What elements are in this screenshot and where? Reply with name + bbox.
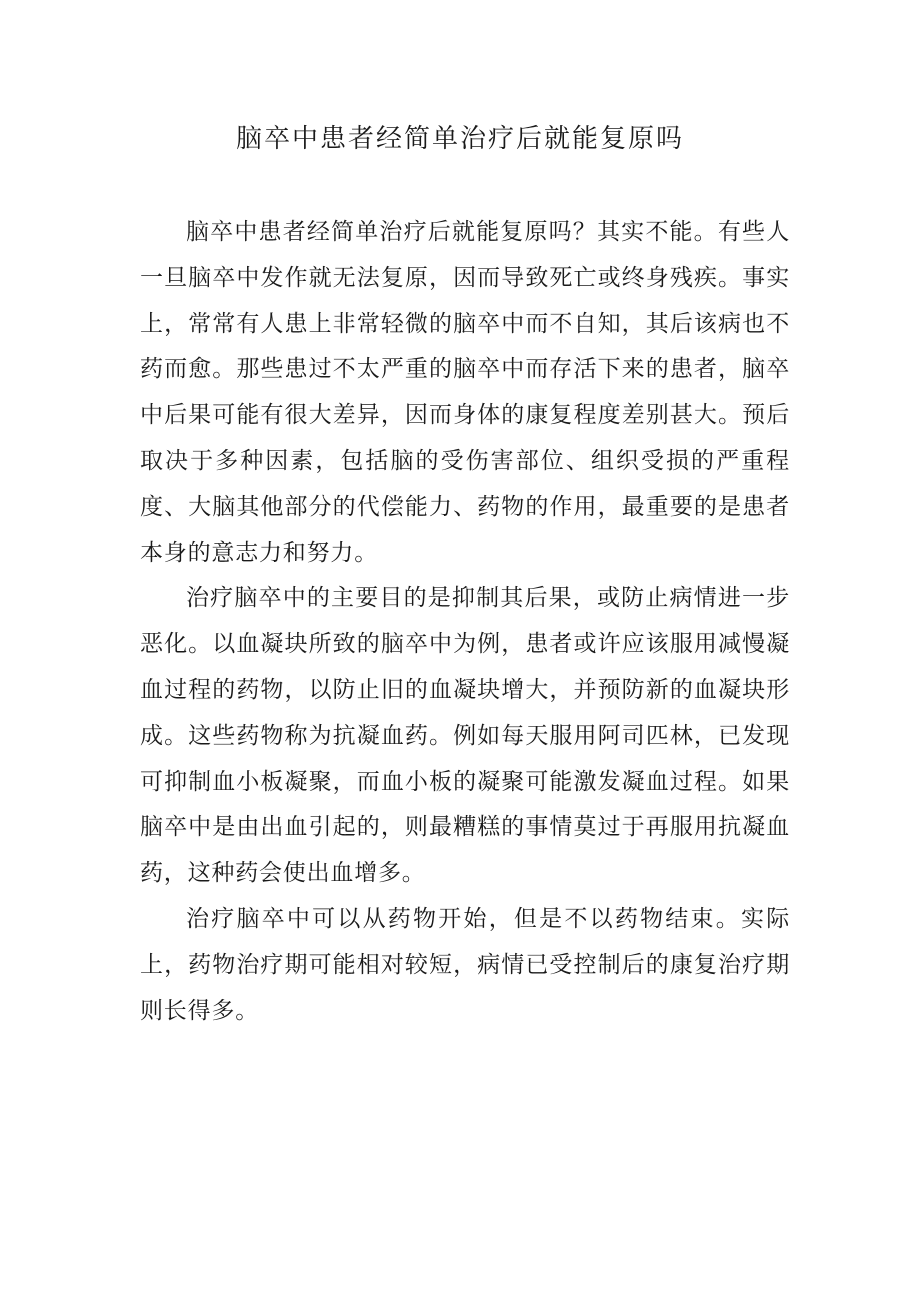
paragraph-1: 脑卒中患者经简单治疗后就能复原吗？其实不能。有些人一旦脑卒中发作就无法复原，因而导致死亡或终身残疾。事实上，常常有人患上非常轻微的脑卒中而不自知，其后该病也不药而愈。那些患过不太严重的脑卒中而存活下来的患者，脑卒中后果可能有很大差异，因而身体的康复程度差别甚大。预后取决于多种因素，包括脑的受伤害部位、组织受损的严重程度、大脑其他部分的代偿能力、药物的作用，最重要的是患者本身的意志力和努力。 <box>140 219 790 566</box>
document-title: 脑卒中患者经简单治疗后就能复原吗 <box>235 124 684 154</box>
paragraph-2: 治疗脑卒中的主要目的是抑制其后果，或防止病情进一步恶化。以血凝块所致的脑卒中为例，患者或许应该服用减慢凝血过程的药物，以防止旧的血凝块增大，并预防新的血凝块形成。这些药物称为抗凝血药。例如每天服用阿司匹林，已发现可抑制血小板凝聚，而血小板的凝聚可能激发凝血过程。如果脑卒中是由出血引起的，则最糟糕的事情莫过于再服用抗凝血药，这种药会使出血增多。 <box>140 585 790 887</box>
paragraph-3: 治疗脑卒中可以从药物开始，但是不以药物结束。实际上，药物治疗期可能相对较短，病情已受控制后的康复治疗期则长得多。 <box>140 905 790 1024</box>
document-body <box>140 210 790 1034</box>
